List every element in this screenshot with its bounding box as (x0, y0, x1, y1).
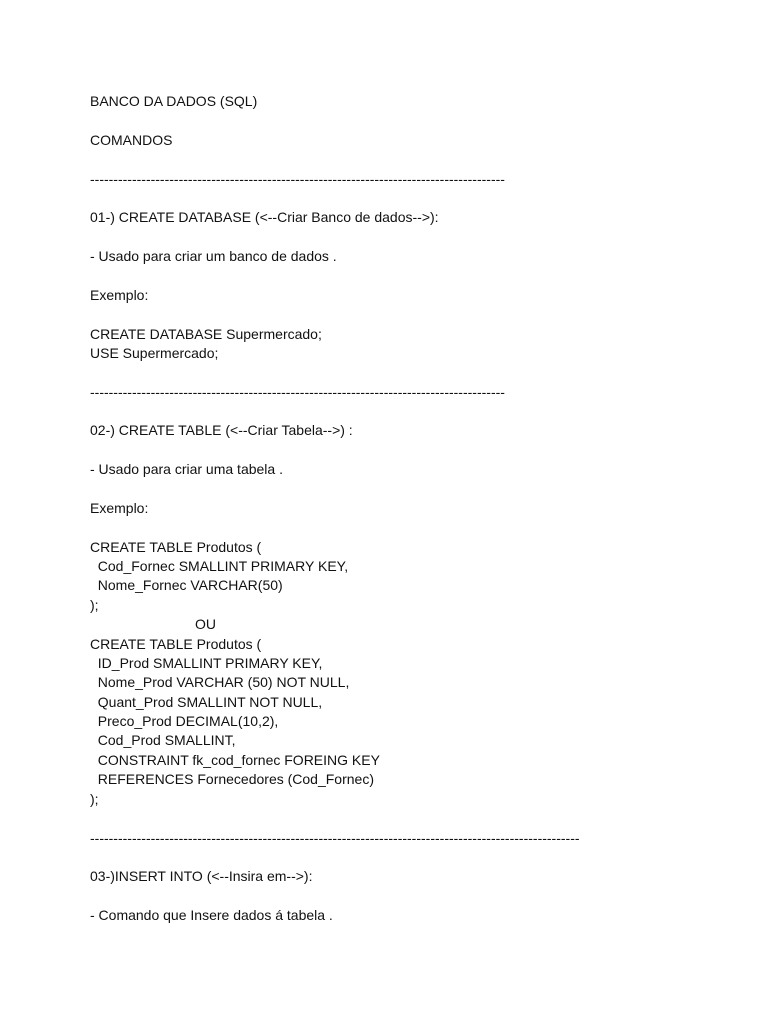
code-line: USE Supermercado; (90, 345, 219, 361)
section-1-heading: 01-) CREATE DATABASE (<--Criar Banco de dados-->): (90, 209, 439, 225)
section-3-heading: 03-)INSERT INTO (<--Insira em-->): (90, 868, 313, 884)
separator-line: --------------------------------------------------------------------------------------------------------- (90, 830, 580, 846)
section-3-description: - Comando que Insere dados á tabela . (90, 907, 333, 923)
code-line: ); (90, 597, 99, 613)
code-line: Cod_Fornec SMALLINT PRIMARY KEY, (90, 558, 349, 574)
code-line: Quant_Prod SMALLINT NOT NULL, (90, 694, 323, 710)
code-line: ); (90, 791, 99, 807)
code-line-or: OU (90, 616, 217, 632)
document-subtitle: COMANDOS (90, 132, 173, 148)
separator-line: ----------------------------------------------------------------------------------------- (90, 171, 505, 187)
code-line: CREATE TABLE Produtos ( (90, 539, 262, 555)
section-1-example-label: Exemplo: (90, 287, 149, 303)
section-2-description: - Usado para criar uma tabela . (90, 461, 283, 477)
section-1-description: - Usado para criar um banco de dados . (90, 248, 337, 264)
code-line: Nome_Fornec VARCHAR(50) (90, 577, 283, 593)
code-line: CREATE DATABASE Supermercado; (90, 326, 322, 342)
section-2-heading: 02-) CREATE TABLE (<--Criar Tabela-->) : (90, 422, 353, 438)
code-line: Cod_Prod SMALLINT, (90, 732, 236, 748)
section-2-example-label: Exemplo: (90, 500, 149, 516)
code-line: CONSTRAINT fk_cod_fornec FOREING KEY (90, 752, 380, 768)
code-line: CREATE TABLE Produtos ( (90, 636, 262, 652)
code-line: Preco_Prod DECIMAL(10,2), (90, 713, 279, 729)
code-line: Nome_Prod VARCHAR (50) NOT NULL, (90, 674, 350, 690)
code-line: REFERENCES Fornecedores (Cod_Fornec) (90, 771, 374, 787)
code-line: ID_Prod SMALLINT PRIMARY KEY, (90, 655, 323, 671)
document-title: BANCO DA DADOS (SQL) (90, 93, 258, 109)
separator-line: ----------------------------------------------------------------------------------------- (90, 384, 505, 400)
